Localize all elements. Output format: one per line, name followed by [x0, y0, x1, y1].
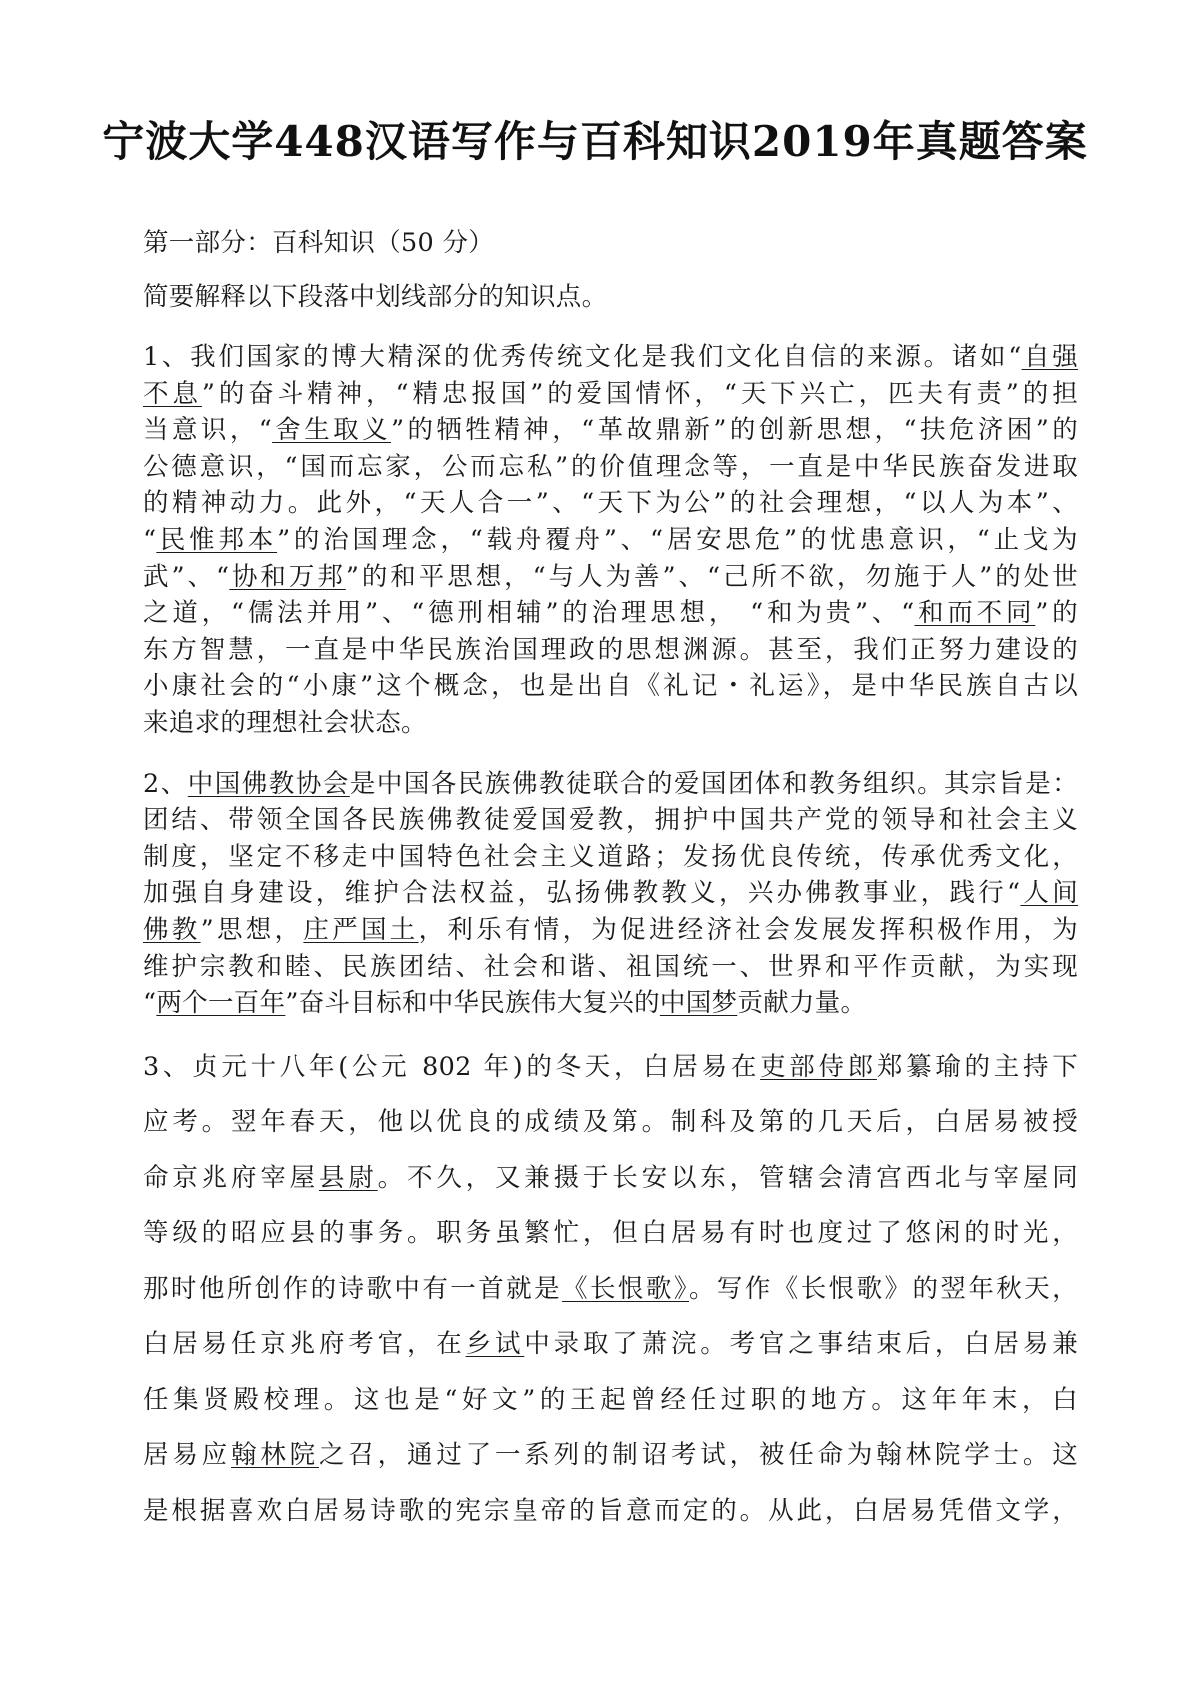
- paragraph-line: 来追求的理想社会状态。: [143, 707, 427, 738]
- paragraph-1: [143, 339, 1078, 742]
- paragraph-line: 佛教”思想，庄严国土，利乐有情，为促进经济社会发展发挥积极作用，为: [143, 914, 1079, 945]
- underlined-term: 庄严国土: [303, 914, 419, 945]
- underlined-term: 吏部侍郎: [760, 1051, 877, 1082]
- underlined-term: 县尉: [318, 1162, 378, 1193]
- paragraph-line: 应考。翌年春天，他以优良的成绩及第。制科及第的几天后，白居易被授: [143, 1107, 1078, 1138]
- paragraph-line: 等级的昭应县的事务。职务虽繁忙，但白居易有时也度过了悠闲的时光，: [143, 1218, 1078, 1249]
- paragraph-line: 是根据喜欢白居易诗歌的宪宗皇帝的旨意而定的。从此，白居易凭借文学，: [143, 1495, 1078, 1526]
- underlined-term: 中国梦: [659, 988, 738, 1019]
- underlined-term: 佛教: [143, 914, 201, 945]
- underlined-term: 舍生取义: [272, 415, 392, 446]
- paragraph-line: 不息”的奋斗精神，“精忠报国”的爱国情怀，“天下兴亡，匹夫有责”的担: [143, 378, 1078, 409]
- underlined-term: 中国佛教协会: [187, 768, 350, 799]
- paragraph-line: 武”、“协和万邦”的和平思想，“与人为善”、“己所不欲，勿施于人”的处世: [143, 561, 1078, 592]
- paragraph-line: 命京兆府宰屋县尉。不久，又兼摄于长安以东，管辖会清宫西北与宰屋同: [143, 1162, 1079, 1193]
- underlined-term: 人间: [1020, 878, 1078, 909]
- paragraph-line: 居易应翰林院之召，通过了一系列的制诏考试，被任命为翰林院学士。这: [143, 1440, 1079, 1471]
- document-title: 宁波大学448汉语写作与百科知识2019年真题答案: [102, 117, 1088, 166]
- paragraph-line: 公德意识，“国而忘家，公而忘私”的价值理念等，一直是中华民族奋发进取: [143, 451, 1078, 482]
- document-body: [143, 225, 1078, 1539]
- paragraph-line: 维护宗教和睦、民族团结、社会和谐、祖国统一、世界和平作贡献，为实现: [143, 951, 1078, 982]
- paragraph-line: 3、贞元十八年(公元 802 年)的冬天，白居易在吏部侍郎郑纂瑜的主持下: [143, 1051, 1078, 1082]
- underlined-term: 不息: [143, 378, 202, 409]
- paragraph-3: [143, 1040, 1078, 1540]
- paragraph-line: 1、我们国家的博大精深的优秀传统文化是我们文化自信的来源。诸如“自强: [143, 342, 1078, 372]
- underlined-term: 协和万邦: [229, 561, 346, 592]
- paragraph-line: “两个一百年”奋斗目标和中华民族伟大复兴的中国梦贡献力量。: [143, 988, 867, 1019]
- section-instruction: 简要解释以下段落中划线部分的知识点。: [143, 282, 608, 312]
- underlined-term: 翰林院: [231, 1440, 319, 1471]
- paragraph-line: 小康社会的“小康”这个概念，也是出自《礼记・礼运》，是中华民族自古以: [143, 671, 1078, 702]
- paragraph-line: 任集贤殿校理。这也是“好文”的王起曾经任过职的地方。这年年末，白: [143, 1384, 1078, 1415]
- underlined-term: 民惟邦本: [156, 524, 278, 555]
- paragraph-line: 2、中国佛教协会是中国各民族佛教徒联合的爱国团体和教务组织。其宗旨是：: [143, 768, 1079, 799]
- underlined-term: 《长恨歌》: [562, 1273, 689, 1304]
- paragraph-line: 之道，“儒法并用”、“德刑相辅”的治理思想， “和为贵”、“和而不同”的: [143, 598, 1078, 629]
- paragraph-line: 白居易任京兆府考官，在乡试中录取了萧浣。考官之事结束后，白居易兼: [143, 1329, 1079, 1360]
- paragraph-line: 加强自身建设，维护合法权益，弘扬佛教教义，兴办佛教事业，践行“人间: [143, 878, 1078, 909]
- paragraph-line: 东方智慧，一直是中华民族治国理政的思想渊源。甚至，我们正努力建设的: [143, 634, 1078, 665]
- underlined-term: 自强: [1021, 342, 1078, 372]
- paragraph-2: [143, 766, 1078, 1022]
- underlined-term: 和而不同: [914, 598, 1036, 629]
- underlined-term: 两个一百年: [156, 988, 286, 1019]
- paragraph-line: 当意识，“舍生取义”的牺牲精神，“革故鼎新”的创新思想，“扶危济困”的: [143, 415, 1079, 446]
- paragraph-line: 制度，坚定不移走中国特色社会主义道路；发扬优良传统，传承优秀文化，: [143, 841, 1078, 872]
- paragraph-line: 的精神动力。此外，“天人合一”、“天下为公”的社会理想，“以人为本”、: [143, 488, 1078, 519]
- underlined-term: 乡试: [465, 1329, 525, 1360]
- section-heading: 第一部分：百科知识（50 分）: [143, 228, 495, 258]
- paragraph-line: 团结、带领全国各民族佛教徒爱国爱教，拥护中国共产党的领导和社会主义: [143, 805, 1078, 836]
- paragraph-line: 那时他所创作的诗歌中有一首就是《长恨歌》。写作《长恨歌》的翌年秋天，: [143, 1273, 1078, 1304]
- paragraph-line: “民惟邦本”的治国理念，“载舟覆舟”、“居安思危”的忧患意识，“止戈为: [143, 524, 1078, 555]
